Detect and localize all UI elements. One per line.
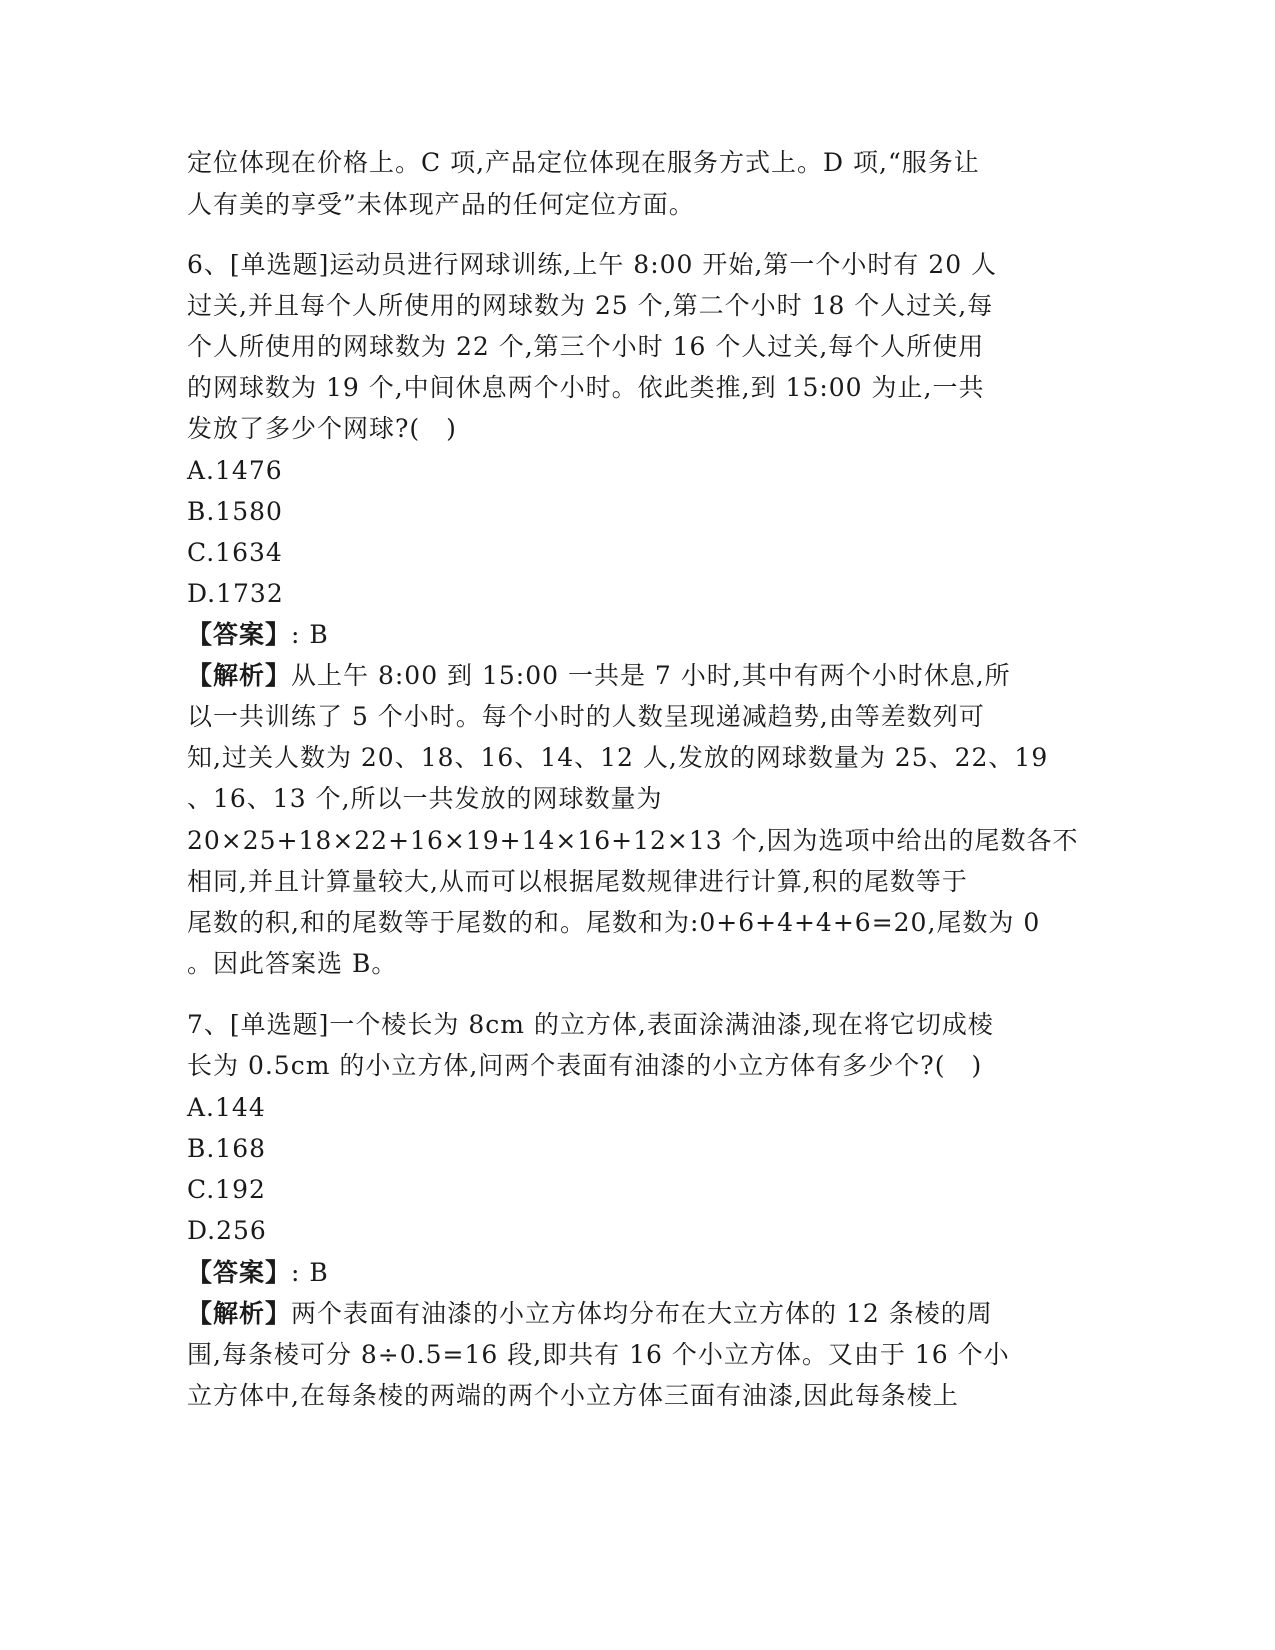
q6-analysis-line: 20×25+18×22+16×19+14×16+12×13 个,因为选项中给出的尾数各不 bbox=[187, 826, 1079, 855]
q6-answer-value: : B bbox=[291, 620, 329, 649]
q6-stem-line: 发放了多少个网球?( ) bbox=[187, 414, 457, 443]
q6-analysis-line: 。因此答案选 B。 bbox=[187, 949, 398, 978]
q7-stem-line: 长为 0.5cm 的小立方体,问两个表面有油漆的小立方体有多少个?( ) bbox=[187, 1051, 983, 1080]
q7-analysis-text: 两个表面有油漆的小立方体均分布在大立方体的 12 条棱的周 bbox=[291, 1299, 993, 1328]
q6-answer-tag: 【答案】 bbox=[187, 620, 292, 649]
q7-answer-tag: 【答案】 bbox=[187, 1258, 292, 1287]
q7-analysis-first bbox=[187, 1299, 993, 1329]
q7-analysis-line: 立方体中,在每条棱的两端的两个小立方体三面有油漆,因此每条棱上 bbox=[187, 1381, 959, 1410]
q6-option-a: A.1476 bbox=[187, 456, 283, 485]
q7-option-d: D.256 bbox=[187, 1216, 267, 1245]
q6-stem-line: 个人所使用的网球数为 22 个,第三个小时 16 个人过关,每个人所使用 bbox=[187, 332, 985, 361]
q6-option-b: B.1580 bbox=[187, 497, 283, 526]
intro-line: 定位体现在价格上。C 项,产品定位体现在服务方式上。D 项,“服务让 bbox=[187, 148, 980, 177]
q6-analysis-line: 、16、13 个,所以一共发放的网球数量为 bbox=[187, 784, 663, 813]
q6-analysis-text: 从上午 8:00 到 15:00 一共是 7 小时,其中有两个小时休息,所 bbox=[291, 661, 1011, 690]
q7-option-a: A.144 bbox=[187, 1093, 266, 1122]
q7-answer-value: : B bbox=[291, 1258, 329, 1287]
q6-stem-line: 的网球数为 19 个,中间休息两个小时。依此类推,到 15:00 为止,一共 bbox=[187, 373, 985, 402]
q6-analysis-line: 知,过关人数为 20、18、16、14、12 人,发放的网球数量为 25、22、19 bbox=[187, 743, 1049, 772]
q6-answer bbox=[187, 620, 329, 650]
q6-analysis-first bbox=[187, 661, 1011, 691]
q6-stem-line: 过关,并且每个人所使用的网球数为 25 个,第二个小时 18 个人过关,每 bbox=[187, 291, 994, 320]
q6-option-c: C.1634 bbox=[187, 538, 283, 567]
q6-analysis-line: 相同,并且计算量较大,从而可以根据尾数规律进行计算,积的尾数等于 bbox=[187, 867, 968, 896]
q6-analysis-line: 尾数的积,和的尾数等于尾数的和。尾数和为:0+6+4+4+6=20,尾数为 0 bbox=[187, 908, 1041, 937]
intro-line: 人有美的享受”未体现产品的任何定位方面。 bbox=[187, 190, 695, 219]
q6-stem-line: 6、[单选题]运动员进行网球训练,上午 8:00 开始,第一个小时有 20 人 bbox=[187, 250, 998, 279]
q7-option-c: C.192 bbox=[187, 1175, 266, 1204]
q7-analysis-line: 围,每条棱可分 8÷0.5=16 段,即共有 16 个小立方体。又由于 16 个小 bbox=[187, 1340, 1010, 1369]
q6-option-d: D.1732 bbox=[187, 579, 284, 608]
q7-analysis-tag: 【解析】 bbox=[187, 1299, 292, 1328]
q7-option-b: B.168 bbox=[187, 1134, 267, 1163]
q6-analysis-tag: 【解析】 bbox=[187, 661, 292, 690]
q7-answer bbox=[187, 1258, 329, 1288]
q7-stem-line: 7、[单选题]一个棱长为 8cm 的立方体,表面涂满油漆,现在将它切成棱 bbox=[187, 1010, 994, 1039]
q6-analysis-line: 以一共训练了 5 个小时。每个小时的人数呈现递减趋势,由等差数列可 bbox=[187, 702, 985, 731]
